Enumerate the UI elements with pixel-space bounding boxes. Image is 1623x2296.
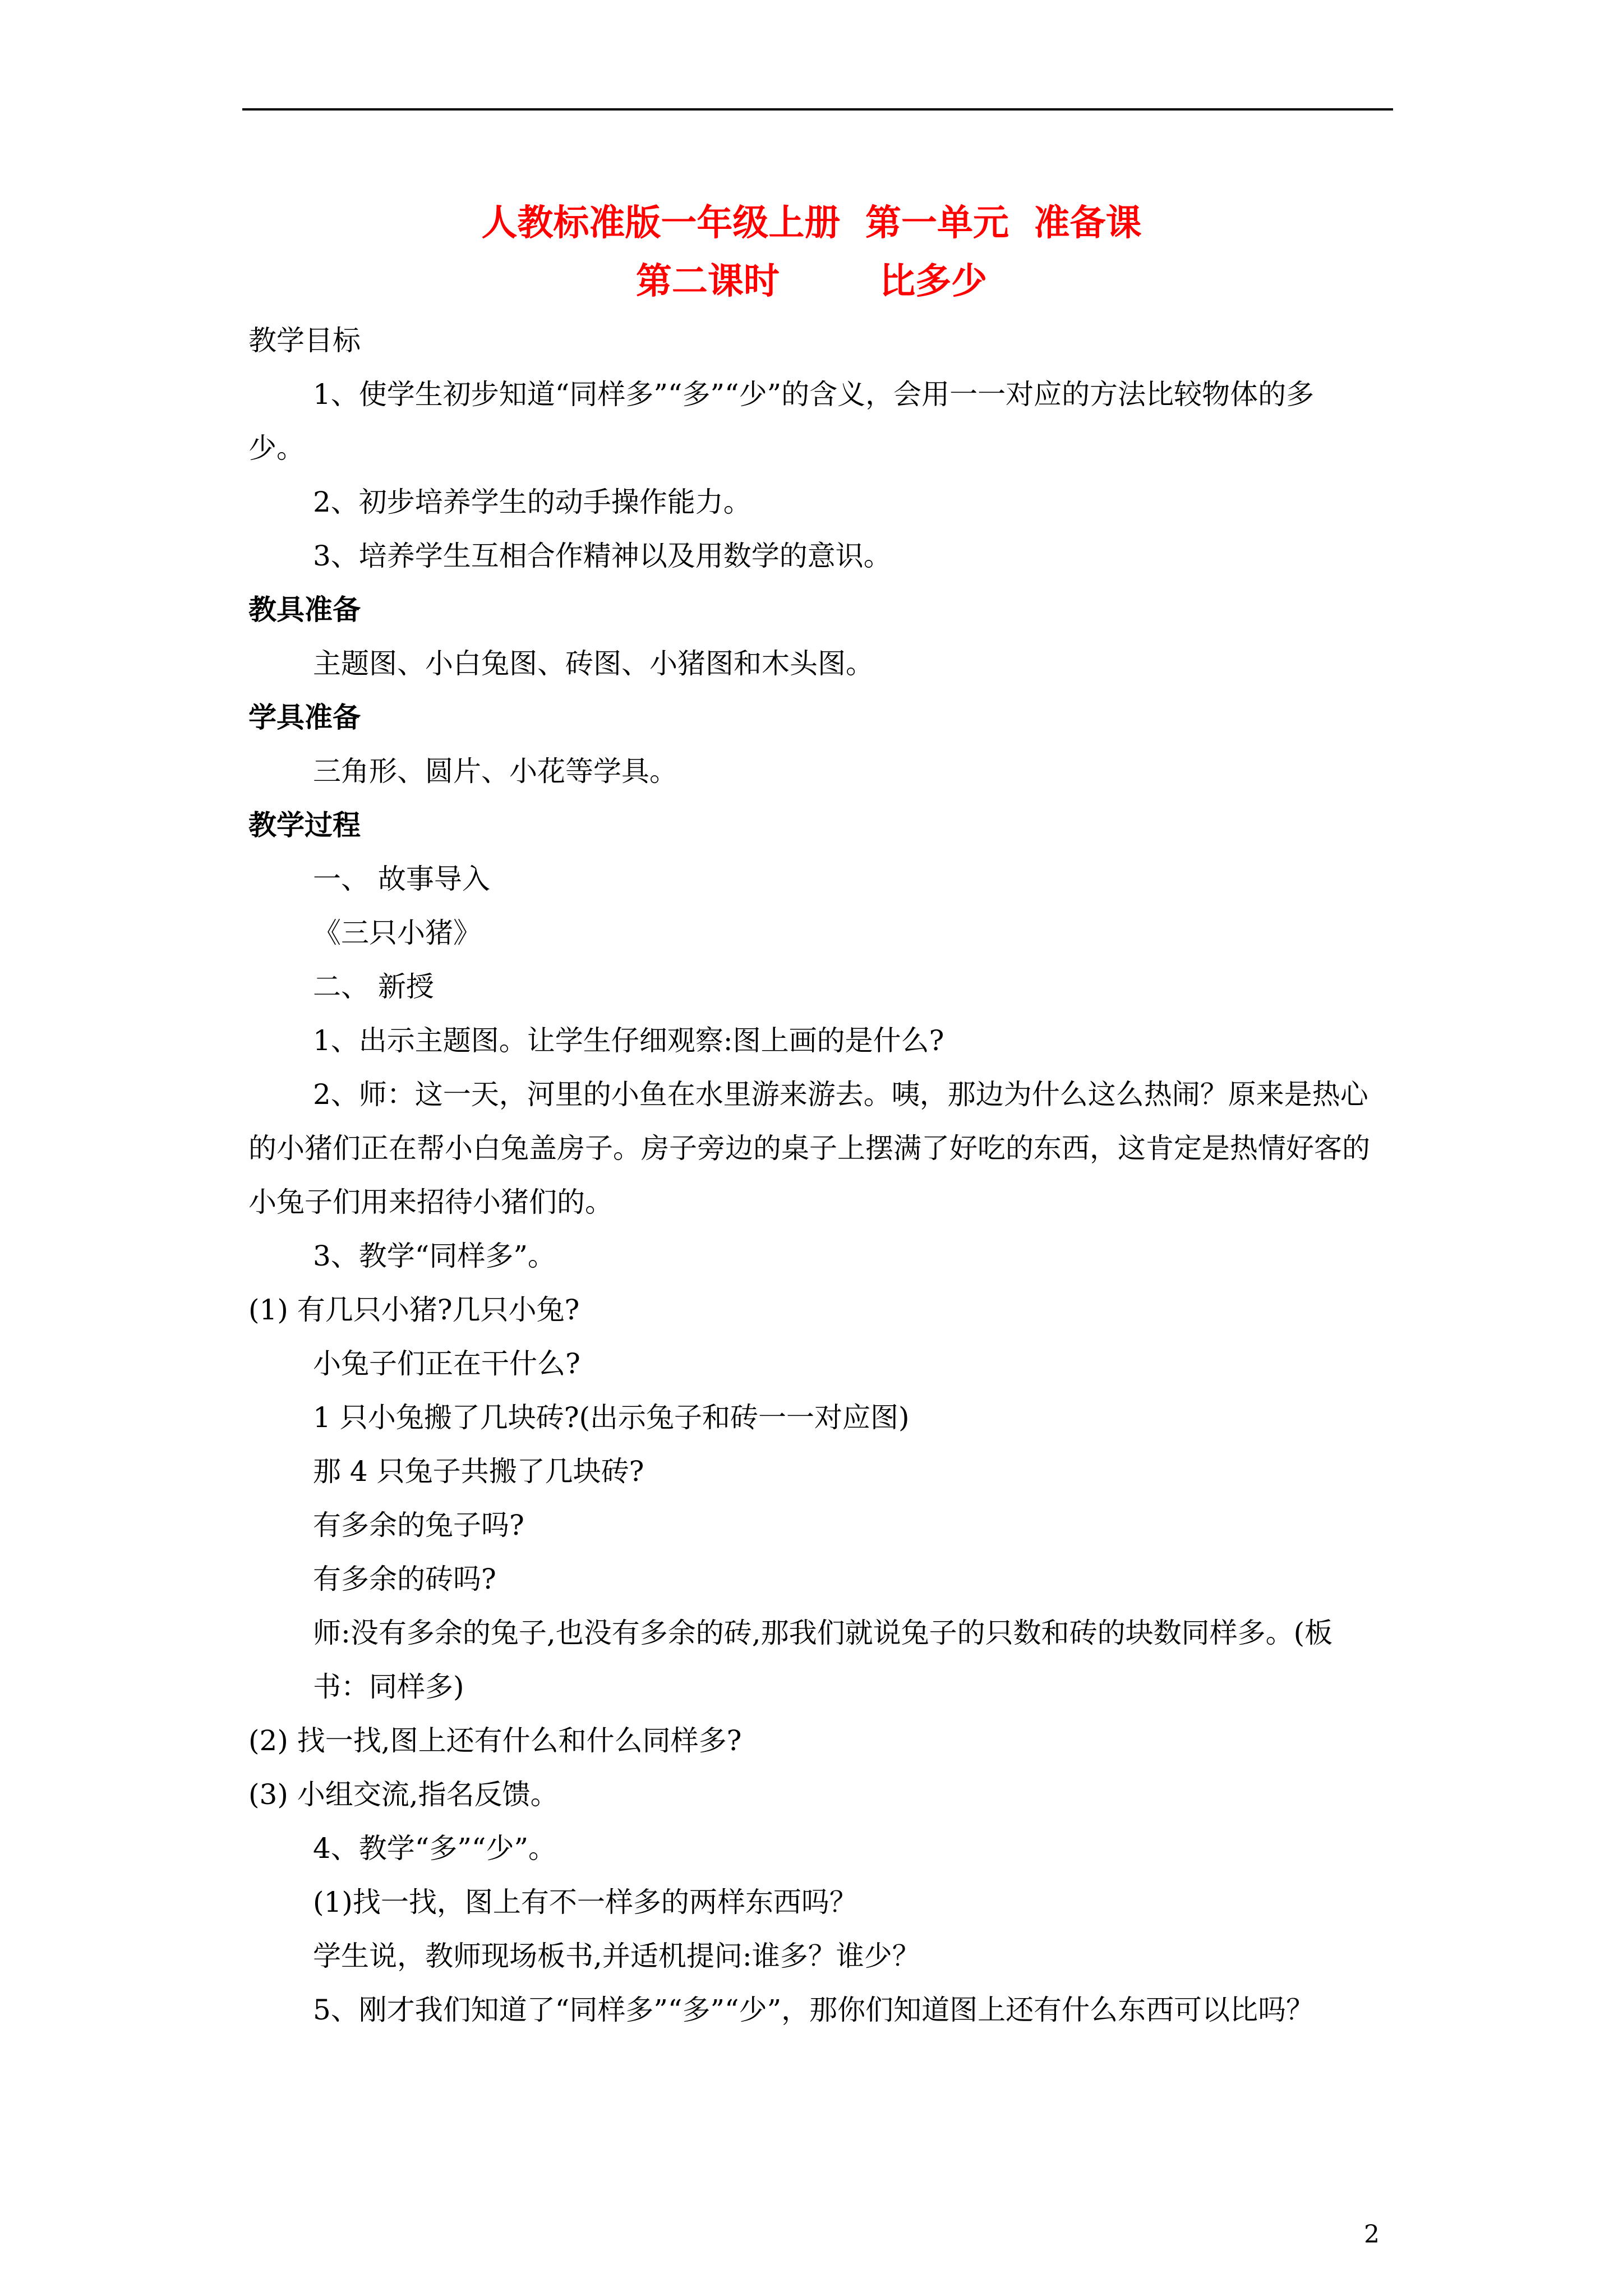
paragraph-line: 书：同样多)	[313, 1671, 464, 1703]
paragraph-line: (1) 有几只小猪?几只小兔?	[248, 1294, 580, 1326]
section-heading-learning-aids: 学具准备	[248, 701, 361, 734]
paragraph-line: 的小猪们正在帮小白兔盖房子。房子旁边的桌子上摆满了好吃的东西，这肯定是热情好客的	[248, 1132, 1370, 1165]
paragraph-line: 《三只小猪》	[313, 917, 481, 949]
section-heading-objectives: 教学目标	[248, 324, 361, 357]
paragraph-line: (1)找一找，图上有不一样多的两样东西吗？	[313, 1886, 857, 1918]
paragraph-line: 3、培养学生互相合作精神以及用数学的意识。	[313, 540, 892, 572]
paragraph-line: (3) 小组交流,指名反馈。	[248, 1778, 559, 1811]
paragraph-line: 1、出示主题图。让学生仔细观察:图上画的是什么?	[313, 1024, 944, 1057]
paragraph-line: 一、 故事导入	[313, 863, 490, 895]
section-heading-teaching-aids: 教具准备	[248, 593, 361, 626]
page-number: 2	[1364, 2220, 1380, 2249]
paragraph-line: 小兔子们正在干什么?	[313, 1347, 580, 1380]
paragraph-line: 学生说，教师现场板书,并适机提问:谁多？谁少？	[313, 1940, 920, 1972]
paragraph-line: (2) 找一找,图上还有什么和什么同样多?	[248, 1724, 742, 1757]
lesson-subtitle: 第二课时 比多少	[635, 260, 988, 302]
paragraph-line: 2、初步培养学生的动手操作能力。	[313, 486, 751, 518]
paragraph-line: 少。	[248, 432, 305, 464]
paragraph-line: 4、教学“多”“少”。	[313, 1832, 557, 1865]
paragraph-line: 师:没有多余的兔子,也没有多余的砖,那我们就说兔子的只数和砖的块数同样多。(板	[313, 1617, 1333, 1649]
section-heading-process: 教学过程	[248, 808, 361, 841]
paragraph-line: 有多余的砖吗?	[313, 1563, 496, 1595]
paragraph-line: 1 只小兔搬了几块砖?(出示兔子和砖一一对应图)	[313, 1401, 910, 1434]
paragraph-line: 小兔子们用来招待小猪们的。	[248, 1186, 613, 1218]
paragraph-line: 那 4 只兔子共搬了几块砖?	[313, 1455, 644, 1488]
paragraph-line: 2、师：这一天，河里的小鱼在水里游来游去。咦，那边为什么这么热闹？原来是热心	[313, 1078, 1368, 1111]
document-title: 人教标准版一年级上册 第一单元 准备课	[481, 202, 1142, 244]
paragraph-line: 二、 新授	[313, 970, 434, 1003]
paragraph-line: 3、教学“同样多”。	[313, 1240, 556, 1272]
paragraph-line: 1、使学生初步知道“同样多”“多”“少”的含义，会用一一对应的方法比较物体的多	[313, 378, 1315, 411]
header-rule	[242, 108, 1393, 111]
paragraph-line: 有多余的兔子吗?	[313, 1509, 524, 1542]
paragraph-line: 三角形、圆片、小花等学具。	[313, 755, 677, 788]
paragraph-line: 主题图、小白兔图、砖图、小猪图和木头图。	[313, 647, 874, 680]
paragraph-line: 5、刚才我们知道了“同样多”“多”“少”，那你们知道图上还有什么东西可以比吗？	[313, 1994, 1315, 2026]
